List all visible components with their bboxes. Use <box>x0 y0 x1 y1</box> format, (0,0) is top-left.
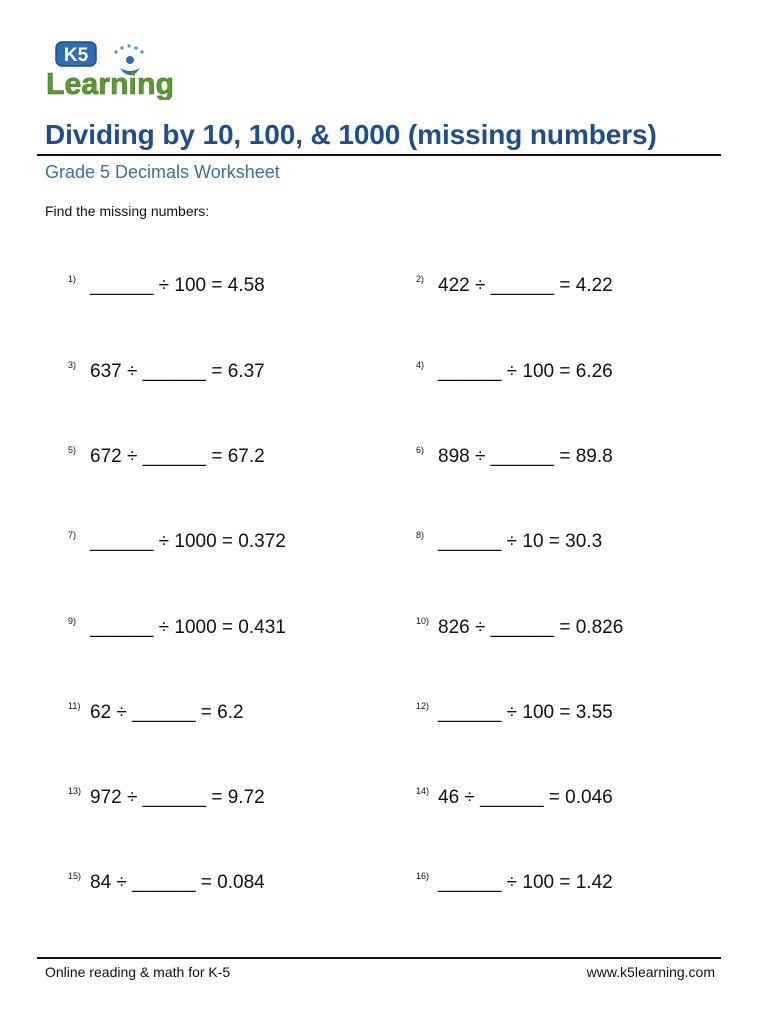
problem-number: 12) <box>416 701 430 711</box>
problem-number: 1) <box>68 274 77 284</box>
problem-expression: 972 ÷ ______ = 9.72 <box>90 787 265 808</box>
problem-number: 9) <box>68 616 77 626</box>
problem-expression: 422 ÷ ______ = 4.22 <box>438 275 613 296</box>
problem-number: 7) <box>68 530 77 540</box>
problem-expression: ______ ÷ 10 = 30.3 <box>438 531 603 552</box>
problem-expression: 46 ÷ ______ = 0.046 <box>438 787 613 808</box>
problem-expression: 84 ÷ ______ = 0.084 <box>90 872 265 893</box>
logo-badge-text: K5 <box>63 45 89 66</box>
problem-number: 11) <box>68 701 81 711</box>
problem-expression: 637 ÷ ______ = 6.37 <box>90 361 265 382</box>
problem-number: 14) <box>416 786 430 796</box>
worksheet-subtitle: Grade 5 Decimals Worksheet <box>45 162 280 182</box>
problem-number: 4) <box>416 360 425 370</box>
problem-expression: ______ ÷ 100 = 3.55 <box>438 702 613 723</box>
problem-number: 16) <box>416 871 430 881</box>
logo-stars <box>114 44 143 53</box>
problem-number: 10) <box>416 616 430 626</box>
problem-expression: ______ ÷ 1000 = 0.372 <box>90 531 286 552</box>
problem-expression: 826 ÷ ______ = 0.826 <box>438 617 624 638</box>
footer-website-link[interactable]: www.k5learning.com <box>586 964 715 980</box>
logo-word-text: Learning <box>46 66 174 100</box>
problem-expression: 898 ÷ ______ = 89.8 <box>438 446 613 467</box>
problem-expression: ______ ÷ 100 = 1.42 <box>438 872 613 893</box>
title-divider <box>37 154 721 156</box>
problem-number: 6) <box>416 445 425 455</box>
problem-number: 2) <box>416 274 425 284</box>
problem-number: 13) <box>68 786 82 796</box>
footer-tagline: Online reading & math for K-5 <box>45 964 231 980</box>
problem-expression: ______ ÷ 1000 = 0.431 <box>90 617 286 638</box>
problem-number: 15) <box>68 871 82 881</box>
problem-number: 8) <box>416 530 425 540</box>
footer-divider <box>37 957 721 959</box>
problem-number: 5) <box>68 445 77 455</box>
problem-expression: ______ ÷ 100 = 4.58 <box>90 275 265 296</box>
problem-number: 3) <box>68 360 77 370</box>
problem-expression: ______ ÷ 100 = 6.26 <box>438 361 613 382</box>
problem-expression: 672 ÷ ______ = 67.2 <box>90 446 265 467</box>
problem-expression: 62 ÷ ______ = 6.2 <box>90 702 244 723</box>
k5-learning-logo <box>44 38 178 100</box>
page-title: Dividing by 10, 100, & 1000 (missing numbers) <box>45 119 657 150</box>
instructions: Find the missing numbers: <box>45 203 210 219</box>
